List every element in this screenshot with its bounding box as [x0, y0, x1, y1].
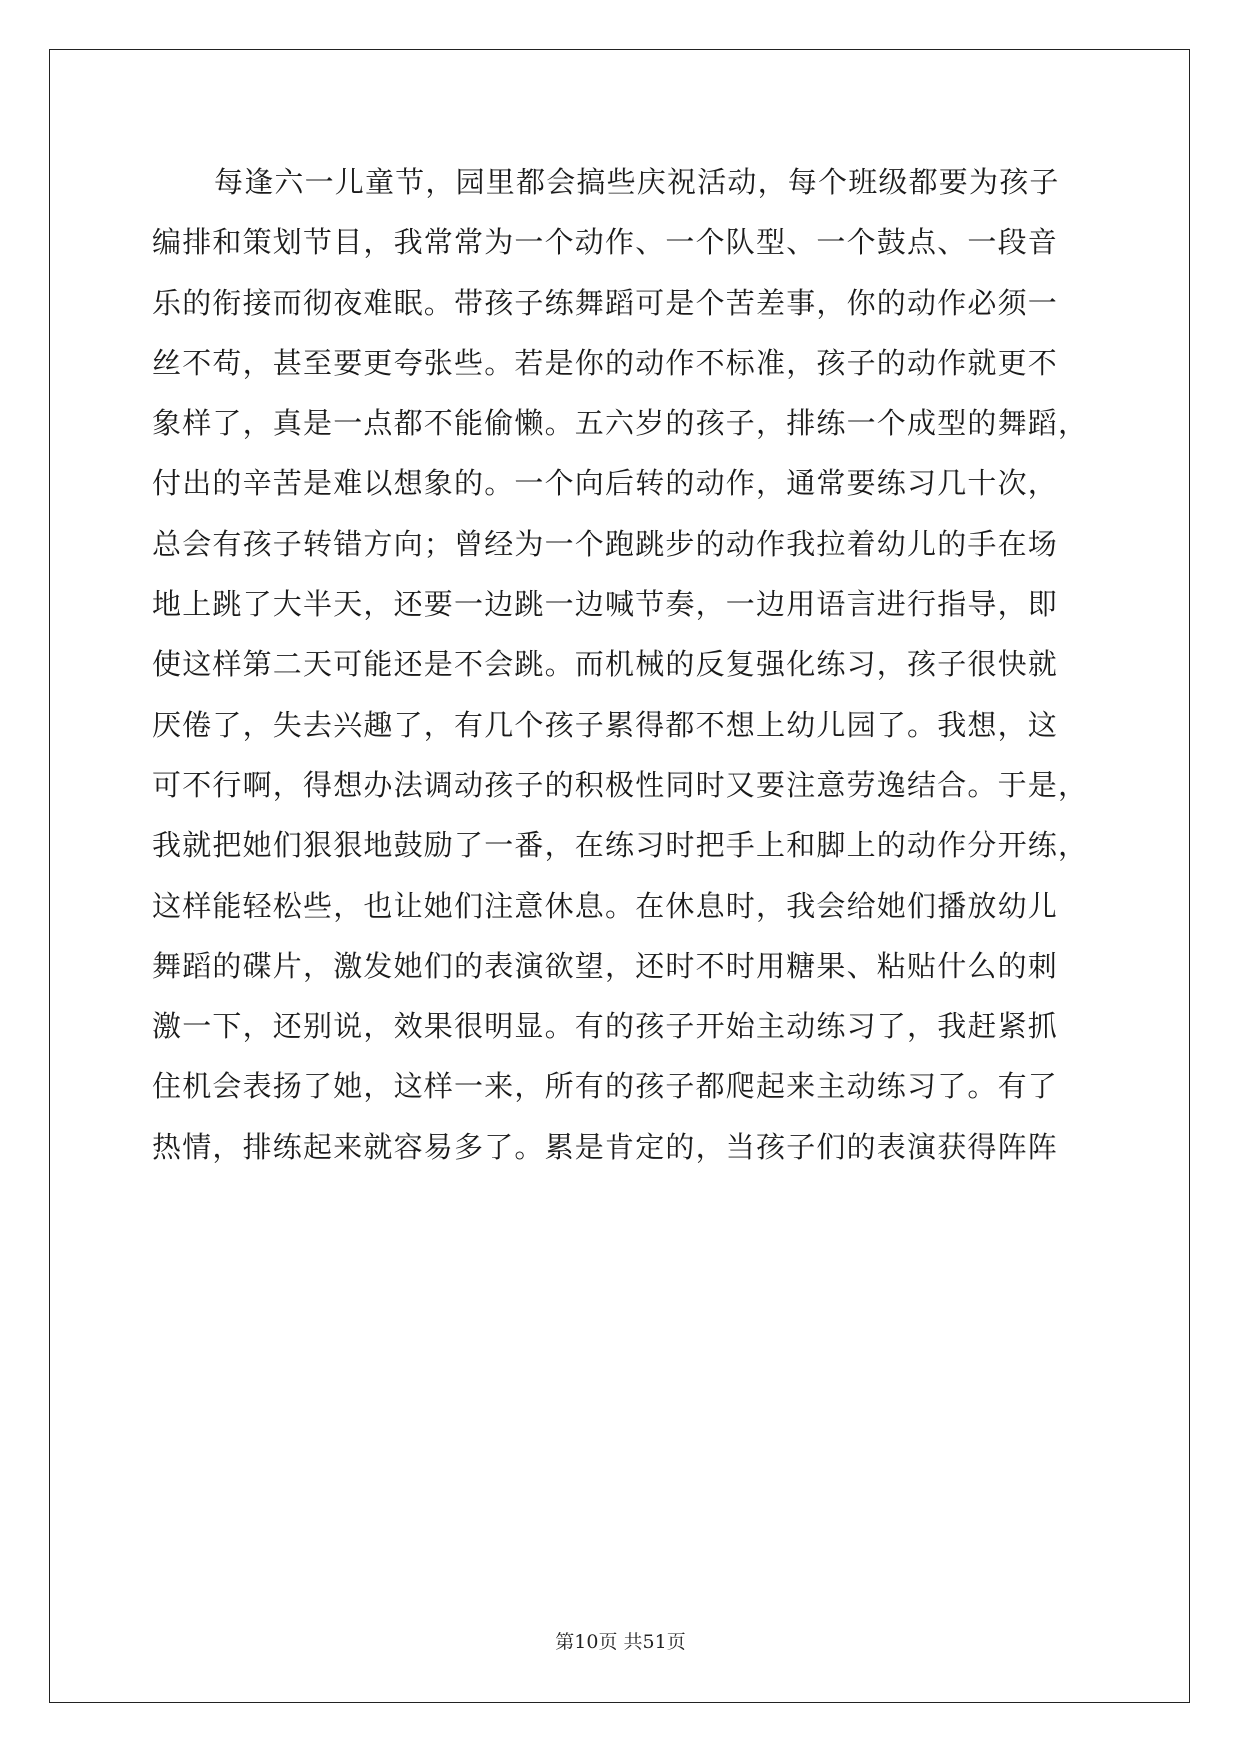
text-line: 舞蹈的碟片，激发她们的表演欲望，还时不时用糖果、粘贴什么的刺	[152, 948, 1059, 983]
page-number: 第10页 共51页	[555, 1631, 686, 1653]
text-line: 丝不苟，甚至要更夸张些。若是你的动作不标准，孩子的动作就更不	[152, 345, 1059, 380]
text-line: 每逢六一儿童节，园里都会搞些庆祝活动，每个班级都要为孩子	[214, 165, 1060, 199]
text-line: 地上跳了大半天，还要一边跳一边喊节奏，一边用语言进行指导，即	[152, 587, 1059, 622]
text-line: 这样能轻松些，也让她们注意休息。在休息时，我会给她们播放幼儿	[152, 888, 1059, 923]
text-line: 热情，排练起来就容易多了。累是肯定的，当孩子们的表演获得阵阵	[152, 1129, 1059, 1164]
body-paragraph	[152, 157, 1092, 1182]
text-line: 乐的衔接而彻夜难眠。带孩子练舞蹈可是个苦差事，你的动作必须一	[152, 285, 1059, 320]
text-line: 使这样第二天可能还是不会跳。而机械的反复强化练习，孩子很快就	[152, 647, 1059, 682]
text-line: 住机会表扬了她，这样一来，所有的孩子都爬起来主动练习了。有了	[152, 1069, 1059, 1104]
text-line: 象样了，真是一点都不能偷懒。五六岁的孩子，排练一个成型的舞蹈，	[152, 406, 1089, 441]
text-line: 激一下，还别说，效果很明显。有的孩子开始主动练习了，我赶紧抓	[152, 1009, 1059, 1044]
text-line: 编排和策划节目，我常常为一个动作、一个队型、一个鼓点、一段音	[152, 225, 1059, 260]
text-line: 我就把她们狠狠地鼓励了一番，在练习时把手上和脚上的动作分开练，	[152, 828, 1089, 863]
text-line: 付出的辛苦是难以想象的。一个向后转的动作，通常要练习几十次，	[152, 466, 1059, 501]
text-line: 总会有孩子转错方向；曾经为一个跑跳步的动作我拉着幼儿的手在场	[152, 526, 1059, 561]
text-line: 厌倦了，失去兴趣了，有几个孩子累得都不想上幼儿园了。我想，这	[152, 707, 1059, 742]
text-line: 可不行啊，得想办法调动孩子的积极性同时又要注意劳逸结合。于是，	[152, 767, 1089, 802]
